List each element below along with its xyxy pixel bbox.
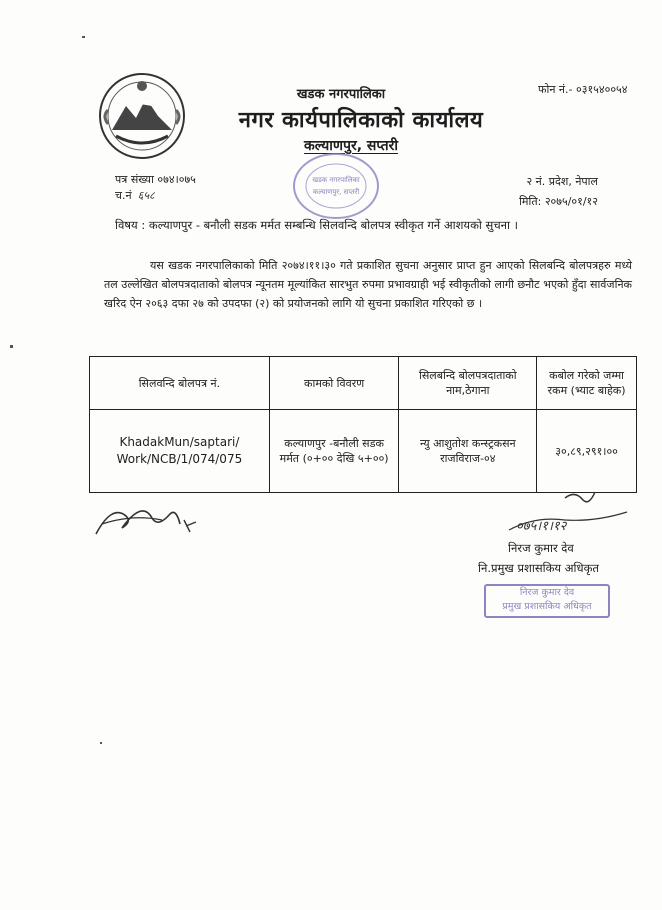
header-work: कामको विवरण: [269, 357, 399, 410]
rect-stamp-title: प्रमुख प्रशासकिय अधिकृत: [502, 601, 592, 612]
officer-rect-stamp: [484, 584, 610, 618]
header-bidder: सिलबन्दि बोलपत्रदाताको नाम,ठेगाना: [399, 357, 537, 410]
svg-text:खडक नगरपालिका: खडक नगरपालिका: [312, 176, 360, 184]
table-row: [90, 410, 637, 493]
cell-bidder: न्यु आशुतोश कन्स्ट्रकसन राजविराज-०४: [399, 410, 537, 493]
dispatch-number: [115, 188, 155, 203]
table-header-row: [90, 357, 637, 410]
cell-work: कल्याणपुर -बनौली सडक मर्मत (०+०० देखि ५+००): [269, 410, 399, 493]
scan-speck: [100, 742, 102, 744]
round-office-stamp: [290, 150, 382, 222]
dispatch-label: च.नं: [115, 189, 132, 202]
office-address: कल्याणपुर, सप्तरी: [304, 138, 398, 154]
cell-tender-no: KhadakMun/saptari/ Work/NCB/1/074/075: [90, 410, 270, 493]
letter-date: मिति: २०७५/०१/१२: [519, 195, 598, 208]
subject-line: विषय : कल्याणपुर - बनौली सडक मर्मत सम्बन्धि सिलवन्दि बोलपत्र स्वीकृत गर्ने आशयको सुचना ।: [115, 218, 519, 232]
signature-date: ०७५।१।१२: [516, 519, 567, 534]
scan-speck: [82, 36, 85, 38]
left-signature: [92, 494, 202, 542]
tender-table: [89, 356, 637, 493]
notice-body: यस खडक नगरपालिकाको मिति २०७४।११।३० गते प्रकाशित सुचना अनुसार प्राप्त हुन आएको सिलबन्दि बोलपत्रहरु मध्ये तल उल्लेखित बोलपत्रदाताको बोलपत्र न्यूनतम मूल्यांकित सारभुत रुपमा प्रभावग्राही भई स्वीकृतीको लागी छनौट भएको हुँदा सार्वजनिक खरिद ऐन २०६३ दफा २७ को उपदफा (२) को प्रयोजनको लागि यो सुचना प्रकाशित गरिएको छ ।: [104, 259, 632, 310]
rect-stamp-name: निरज कुमार देव: [519, 587, 575, 598]
header-amount: कबोल गरेको जम्मा रकम (भ्याट बाहेक): [537, 357, 637, 410]
letter-number: पत्र संख्या ०७४।०७५: [115, 173, 196, 186]
province-location: २ नं. प्रदेश, नेपाल: [526, 175, 598, 188]
municipality-name: खडक नगरपालिका: [296, 87, 386, 102]
phone-number: फोन नं.- ०३१५४००५४: [538, 83, 628, 96]
scan-speck: [10, 345, 13, 348]
officer-name: निरज कुमार देव: [508, 541, 574, 555]
officer-title: नि.प्रमुख प्रशासकिय अधिकृत: [478, 561, 599, 575]
dispatch-value: ६५८: [137, 189, 155, 202]
header-tender-no: सिलवन्दि बोलपत्र नं.: [90, 357, 270, 410]
svg-text:कल्याणपुर, सप्तरी: कल्याणपुर, सप्तरी: [312, 188, 360, 196]
cell-amount: ३०,८९,२९१।००: [537, 410, 637, 493]
office-name: नगर कार्यपालिकाको कार्यालय: [238, 108, 484, 133]
